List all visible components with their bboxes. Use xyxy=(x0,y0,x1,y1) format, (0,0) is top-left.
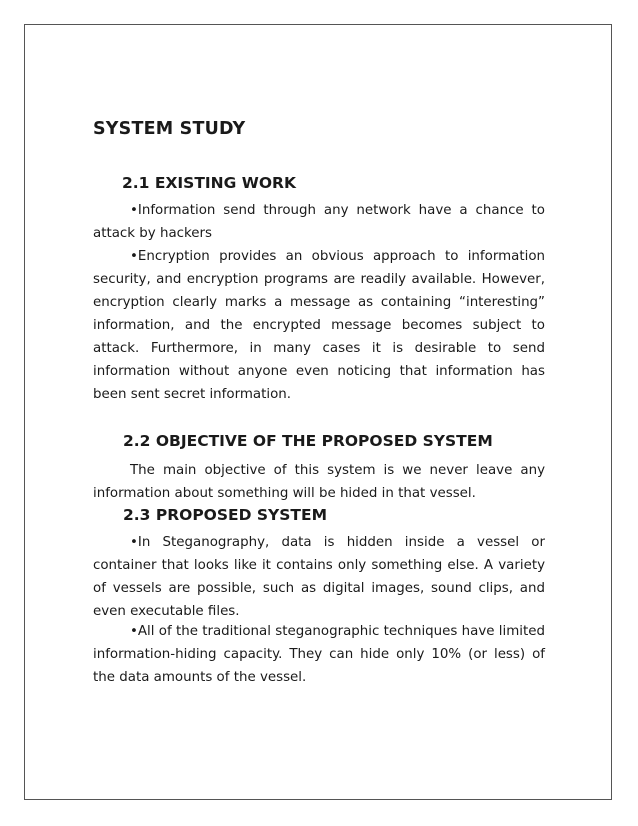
paragraph-attack-risk: •Information send through any network have a chance to attack by hackers xyxy=(93,203,545,241)
section-heading-proposed-system: 2.3 PROPOSED SYSTEM xyxy=(123,506,328,524)
section-heading-objective: 2.2 OBJECTIVE OF THE PROPOSED SYSTEM xyxy=(123,432,493,450)
paragraph-capacity: •All of the traditional steganographic techniques have limited information-hiding capacity. They can hide only 10% (or less) of the data amounts of the vessel. xyxy=(93,624,545,685)
section-heading-existing-work: 2.1 EXISTING WORK xyxy=(122,174,296,192)
page-title: SYSTEM STUDY xyxy=(93,119,246,139)
paragraph-objective: The main objective of this system is we never leave any information about something will be hided in that vessel. xyxy=(93,463,545,501)
paragraph-steganography: •In Steganography, data is hidden inside a vessel or container that looks like it contains only something else. A variety of vessels are possible, such as digital images, sound clips, and even executable files. xyxy=(93,535,545,619)
paragraph-encryption: •Encryption provides an obvious approach to information security, and encryption programs are readily available. However, encryption clearly marks a message as containing “interesting” information, and the encrypted message becomes subject to attack. Furthermore, in many cases it is desirable to send information without anyone even noticing that information has been sent secret information. xyxy=(93,249,545,402)
